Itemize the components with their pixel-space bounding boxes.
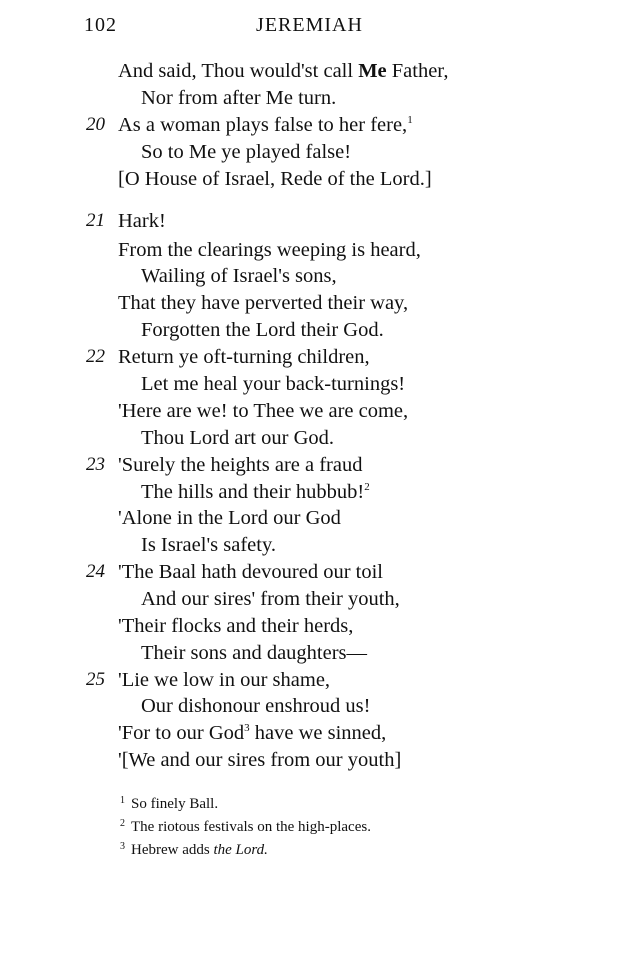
line-text: Forgotten the Lord their God.	[141, 319, 384, 341]
footnote-ref: 2	[364, 481, 370, 493]
verse-line	[0, 452, 619, 478]
verse-line	[0, 532, 619, 558]
verse-line	[0, 505, 619, 531]
line-text: As a woman plays false to her fere,$^1$	[118, 114, 413, 136]
footnote-ref: 3	[244, 722, 250, 734]
line-text: Their sons and daughters—	[141, 642, 368, 664]
footnote	[0, 839, 619, 861]
verse-line	[0, 85, 619, 111]
verse-number: 21	[86, 210, 105, 231]
footnote-text: Hebrew adds the Lord.	[131, 842, 268, 858]
footnote-mark: 1	[120, 795, 125, 806]
verse-line	[0, 237, 619, 263]
verse-line	[0, 139, 619, 165]
line-text: 'The Baal hath devoured our toil	[118, 561, 383, 583]
verse-line	[0, 693, 619, 719]
running-title: JEREMIAH	[256, 14, 363, 36]
verse-line	[0, 58, 619, 84]
line-text: Nor from after Me turn.	[141, 87, 337, 109]
footnote	[0, 816, 619, 838]
verse-number: 25	[86, 669, 105, 690]
line-text: 'Alone in the Lord our God	[118, 507, 341, 529]
verse-line	[0, 747, 619, 773]
verse-number: 23	[86, 454, 105, 475]
verse-line	[0, 613, 619, 639]
line-text: That they have perverted their way,	[118, 292, 409, 314]
verse-line	[0, 425, 619, 451]
line-text: 'For to our God$^3$ have we sinned,	[118, 722, 387, 744]
line-text: Hark!	[118, 210, 166, 232]
footnote	[0, 793, 619, 815]
verse-line	[0, 208, 619, 234]
verse-line	[0, 317, 619, 343]
line-text: '[We and our sires from our youth]	[118, 749, 402, 771]
line-text: Return ye oft-turning children,	[118, 346, 370, 368]
verse-line	[0, 479, 619, 505]
page-header	[0, 14, 619, 42]
line-text: 'Lie we low in our shame,	[118, 669, 331, 691]
verse-line	[0, 344, 619, 370]
footnote-text: The riotous festivals on the high-places.	[131, 819, 371, 835]
verse-line	[0, 720, 619, 746]
line-text: 'Surely the heights are a fraud	[118, 454, 363, 476]
line-text: From the clearings weeping is heard,	[118, 239, 421, 261]
line-text: Our dishonour enshroud us!	[141, 695, 371, 717]
line-text: 'Their flocks and their herds,	[118, 615, 354, 637]
line-text: And said, Thou would'st call Me Father,	[118, 60, 449, 82]
verse-line	[0, 371, 619, 397]
verse-number: 22	[86, 346, 105, 367]
verse-line	[0, 112, 619, 138]
line-text: [O House of Israel, Rede of the Lord.]	[118, 168, 432, 190]
page-number: 102	[84, 14, 117, 36]
verse-number: 20	[86, 114, 105, 135]
verse-line	[0, 586, 619, 612]
line-text: The hills and their hubbub!$^2$	[141, 481, 370, 503]
verse-line	[0, 290, 619, 316]
line-text: Is Israel's safety.	[141, 534, 276, 556]
line-text: 'Here are we! to Thee we are come,	[118, 400, 409, 422]
verse-line	[0, 398, 619, 424]
verse-line	[0, 166, 619, 192]
verse-line	[0, 640, 619, 666]
verse-line	[0, 559, 619, 585]
verse-number: 24	[86, 561, 105, 582]
line-text: Thou Lord art our God.	[141, 427, 334, 449]
line-text: Let me heal your back-turnings!	[141, 373, 406, 395]
footnote-ref: 1	[407, 114, 413, 126]
line-text: And our sires' from their youth,	[141, 588, 400, 610]
verse-line	[0, 667, 619, 693]
footnote-mark: 2	[120, 818, 125, 829]
footnote-text: So finely Ball.	[131, 796, 219, 812]
line-text: So to Me ye played false!	[141, 141, 352, 163]
footnote-mark: 3	[120, 841, 125, 852]
verse-line	[0, 263, 619, 289]
line-text: Wailing of Israel's sons,	[141, 265, 337, 287]
